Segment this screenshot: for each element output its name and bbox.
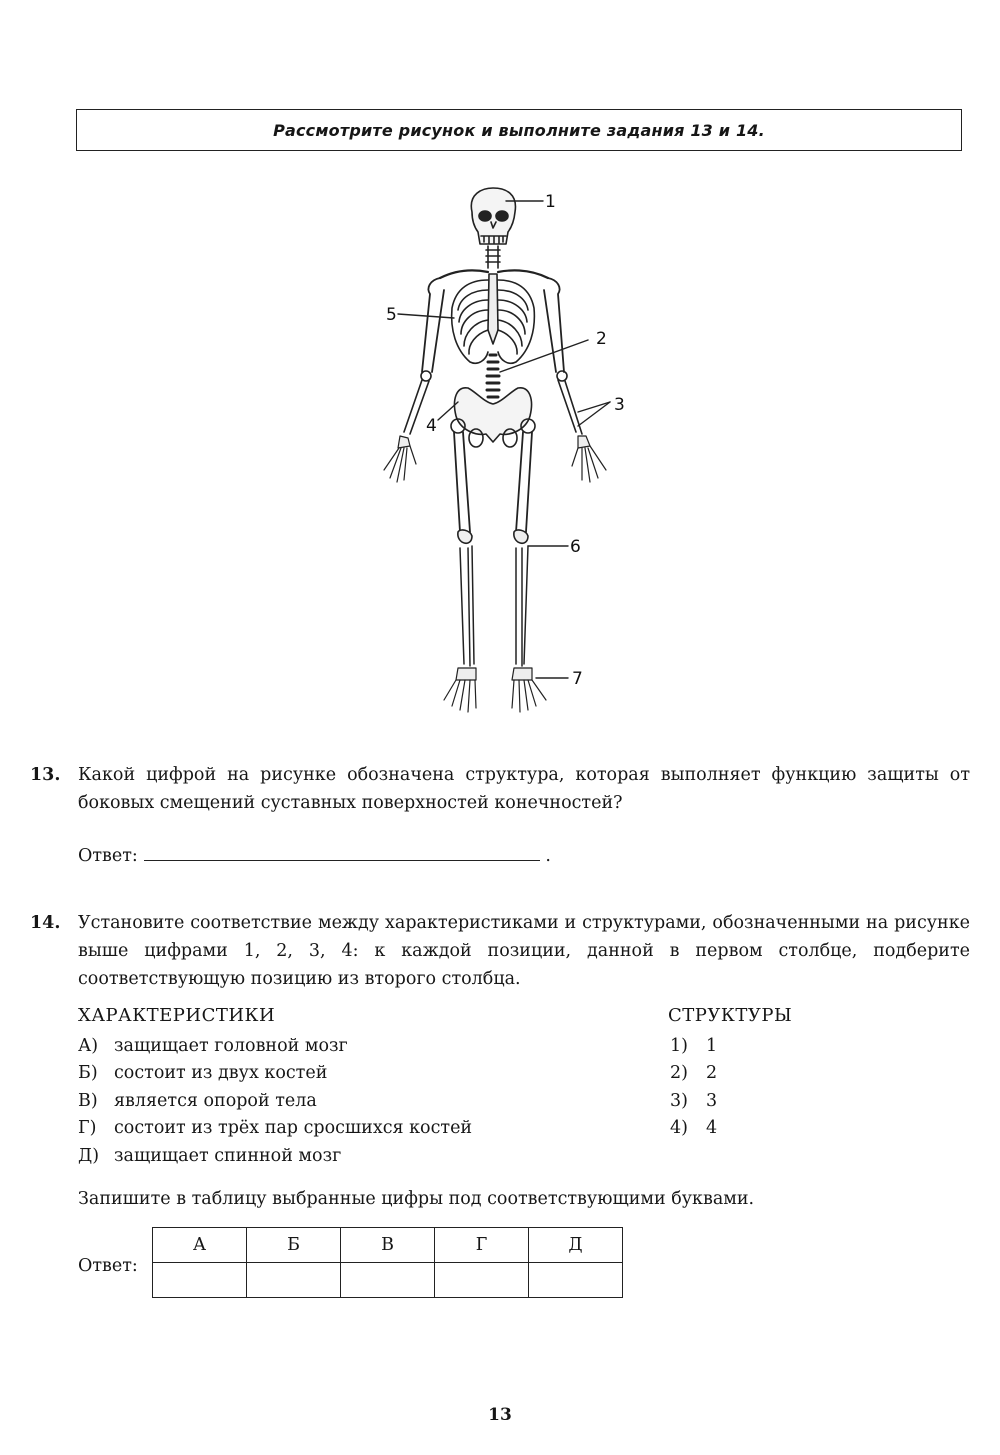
structures-header: СТРУКТУРЫ (668, 1005, 793, 1026)
structure-item: 3) 3 (670, 1091, 718, 1111)
question-14 (30, 909, 970, 993)
answer-cell-b[interactable] (247, 1263, 341, 1298)
answer-header-d: Д (529, 1228, 623, 1263)
callout-5: 5 (386, 305, 397, 325)
answer-table (152, 1227, 623, 1298)
answer-cell-a[interactable] (153, 1263, 247, 1298)
page-number: 13 (488, 1405, 512, 1425)
instruction-box (76, 109, 962, 151)
question-13-answer-end: . (545, 846, 551, 866)
characteristic-item: Д) защищает спинной мозг (78, 1146, 342, 1166)
characteristic-item: В) является опорой тела (78, 1091, 317, 1111)
instruction-text: Рассмотрите рисунок и выполните задания 13 и 14. (273, 121, 765, 140)
answer-cell-v[interactable] (341, 1263, 435, 1298)
characteristic-item: Б) состоит из двух костей (78, 1063, 328, 1083)
characteristics-header: ХАРАКТЕРИСТИКИ (78, 1005, 276, 1026)
question-13-answer-field[interactable] (144, 842, 540, 861)
structure-item: 1) 1 (670, 1036, 718, 1056)
question-14-answer-label: Ответ: (78, 1256, 138, 1276)
answer-header-b: Б (247, 1228, 341, 1263)
callout-1: 1 (545, 192, 556, 212)
hands (384, 436, 606, 482)
structure-item: 4) 4 (670, 1118, 718, 1138)
skeleton-figure (360, 180, 650, 725)
question-14-number: 14. (30, 913, 61, 933)
callout-3: 3 (614, 395, 625, 415)
question-13-answer-label: Ответ: (78, 846, 138, 866)
answer-table-input-row (153, 1263, 623, 1298)
characteristic-item: А) защищает головной мозг (78, 1036, 348, 1056)
callout-4: 4 (426, 416, 437, 436)
answer-header-v: В (341, 1228, 435, 1263)
answer-header-g: Г (435, 1228, 529, 1263)
characteristic-item: Г) состоит из трёх пар сросшихся костей (78, 1118, 473, 1138)
question-13-text: Какой цифрой на рисунке обозначена структура, которая выполняет функцию защиты от боковых смещений суставных поверхностей конечностей? (78, 765, 970, 813)
skull (471, 188, 515, 244)
feet (444, 668, 546, 712)
callout-6: 6 (570, 537, 581, 557)
question-13-answer (78, 842, 551, 866)
legs (451, 419, 535, 666)
question-13-number: 13. (30, 765, 61, 785)
question-14-text: Установите соответствие между характеристиками и структурами, обозначенными на рисунке выше цифрами 1, 2, 3, 4: к каждой позиции, данной в первом столбце, подберите соответствующую позицию из второго столбца. (78, 913, 970, 989)
answer-header-a: А (153, 1228, 247, 1263)
callout-2: 2 (596, 329, 607, 349)
question-13 (30, 761, 970, 817)
answer-cell-g[interactable] (435, 1263, 529, 1298)
callout-7: 7 (572, 669, 583, 689)
answer-table-header-row (153, 1228, 623, 1263)
structure-item: 2) 2 (670, 1063, 718, 1083)
answer-cell-d[interactable] (529, 1263, 623, 1298)
callout-numbers (386, 192, 625, 689)
table-instruction: Запишите в таблицу выбранные цифры под соответствующими буквами. (78, 1189, 755, 1209)
